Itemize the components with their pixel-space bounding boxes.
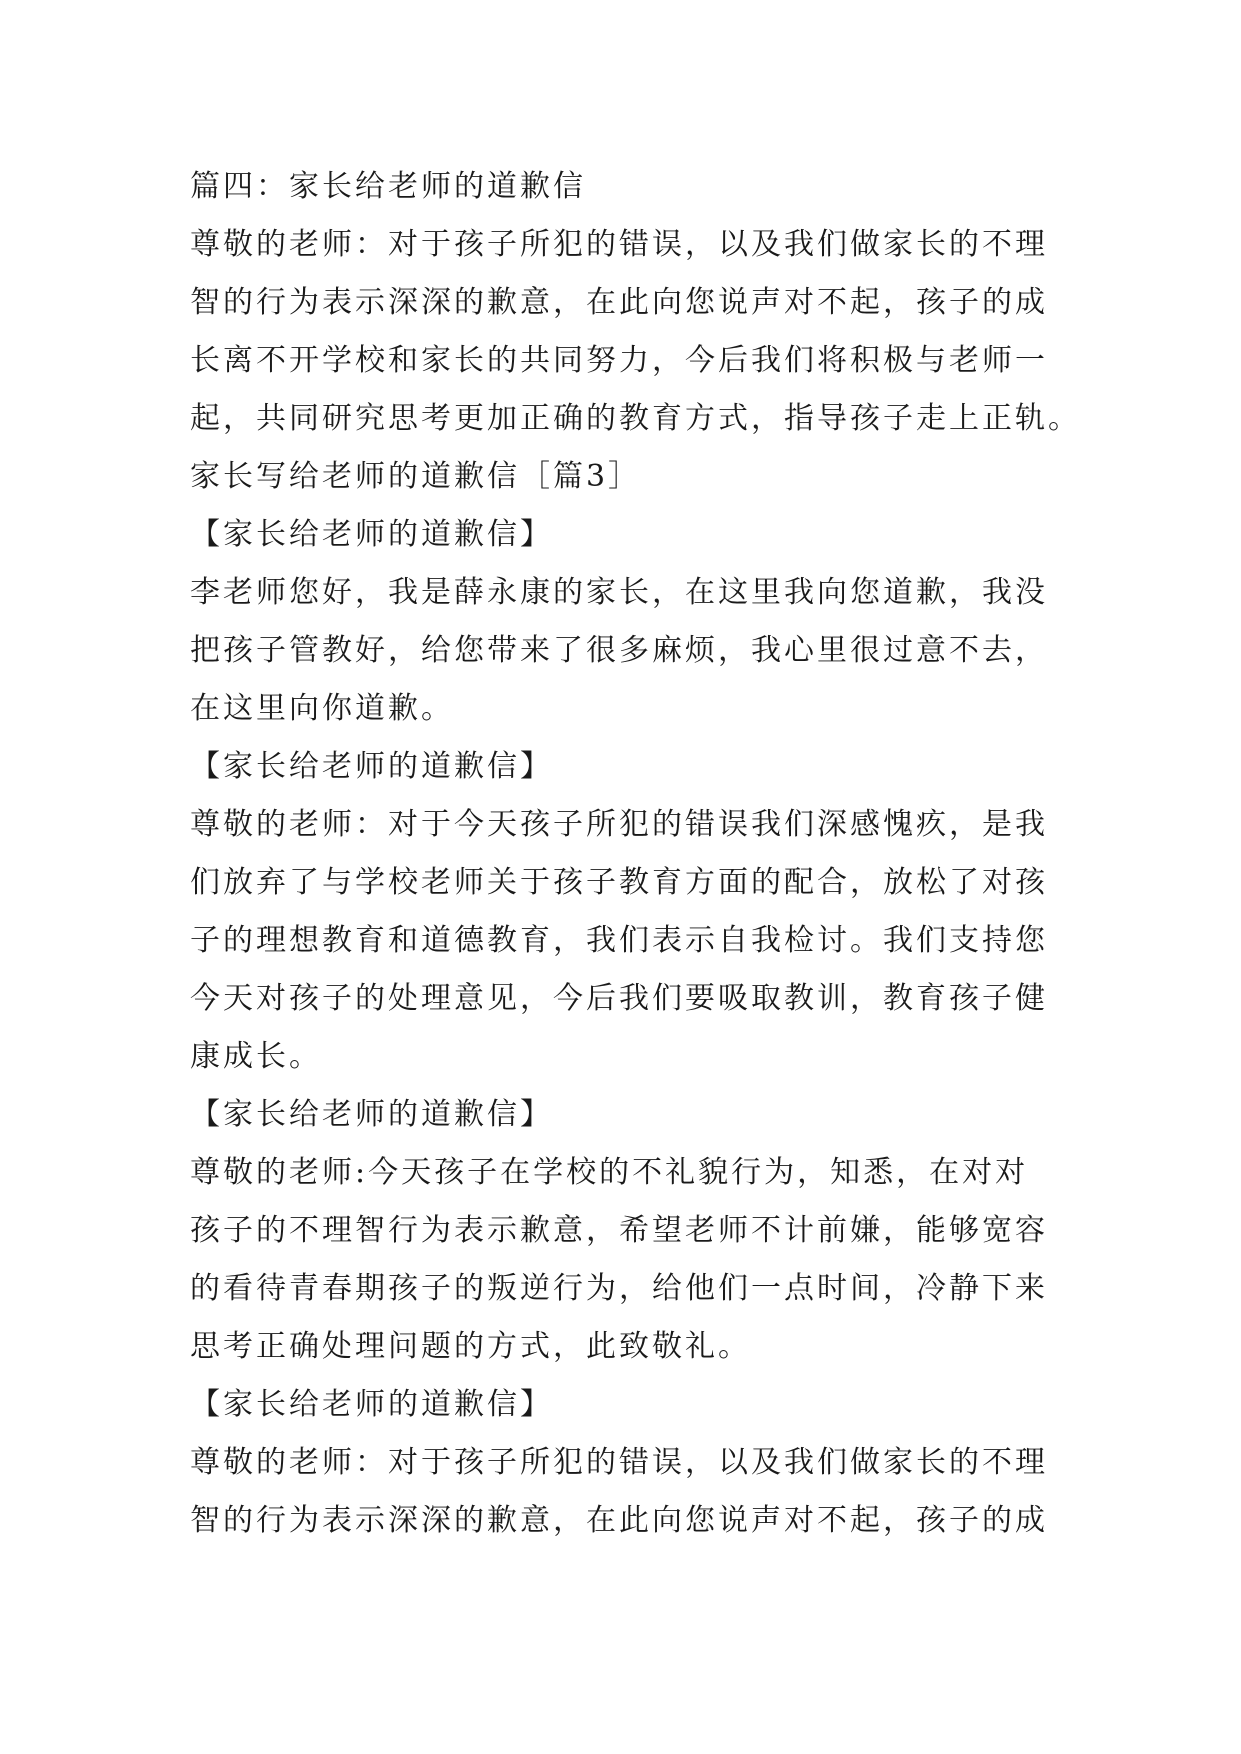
paragraph-line: 康成长。: [190, 1039, 322, 1074]
bracket-heading: 【家长给老师的道歉信】: [190, 1097, 553, 1132]
section-heading: 家长写给老师的道歉信［篇3］: [190, 459, 642, 494]
paragraph-line: 在这里向你道歉。: [190, 691, 454, 726]
paragraph-line: 思考正确处理问题的方式，此致敬礼。: [190, 1329, 751, 1364]
paragraph-line: 尊敬的老师：对于孩子所犯的错误，以及我们做家长的不理: [190, 227, 1048, 262]
paragraph-line: 智的行为表示深深的歉意，在此向您说声对不起，孩子的成: [190, 285, 1048, 320]
paragraph-line: 把孩子管教好，给您带来了很多麻烦，我心里很过意不去，: [190, 633, 1048, 668]
section-heading: 篇四：家长给老师的道歉信: [190, 169, 586, 204]
paragraph-line: 智的行为表示深深的歉意，在此向您说声对不起，孩子的成: [190, 1503, 1048, 1538]
bracket-heading: 【家长给老师的道歉信】: [190, 749, 553, 784]
document-body: [190, 158, 1081, 1550]
paragraph-line: 的看待青春期孩子的叛逆行为，给他们一点时间，冷静下来: [190, 1271, 1048, 1306]
paragraph-line: 长离不开学校和家长的共同努力，今后我们将积极与老师一: [190, 343, 1048, 378]
paragraph-line: 今天对孩子的处理意见，今后我们要吸取教训，教育孩子健: [190, 981, 1048, 1016]
paragraph-line: 子的理想教育和道德教育，我们表示自我检讨。我们支持您: [190, 923, 1048, 958]
paragraph-line: 尊敬的老师：对于今天孩子所犯的错误我们深感愧疚，是我: [190, 807, 1048, 842]
bracket-heading: 【家长给老师的道歉信】: [190, 517, 553, 552]
paragraph-line: 尊敬的老师:今天孩子在学校的不礼貌行为，知悉，在对对: [190, 1155, 1029, 1190]
bracket-heading: 【家长给老师的道歉信】: [190, 1387, 553, 1422]
paragraph-line: 尊敬的老师：对于孩子所犯的错误，以及我们做家长的不理: [190, 1445, 1048, 1480]
paragraph-line: 孩子的不理智行为表示歉意，希望老师不计前嫌，能够宽容: [190, 1213, 1048, 1248]
paragraph-line: 们放弃了与学校老师关于孩子教育方面的配合，放松了对孩: [190, 865, 1048, 900]
paragraph-line: 李老师您好，我是薛永康的家长，在这里我向您道歉，我没: [190, 575, 1048, 610]
paragraph-line: 起，共同研究思考更加正确的教育方式，指导孩子走上正轨。: [190, 401, 1081, 436]
